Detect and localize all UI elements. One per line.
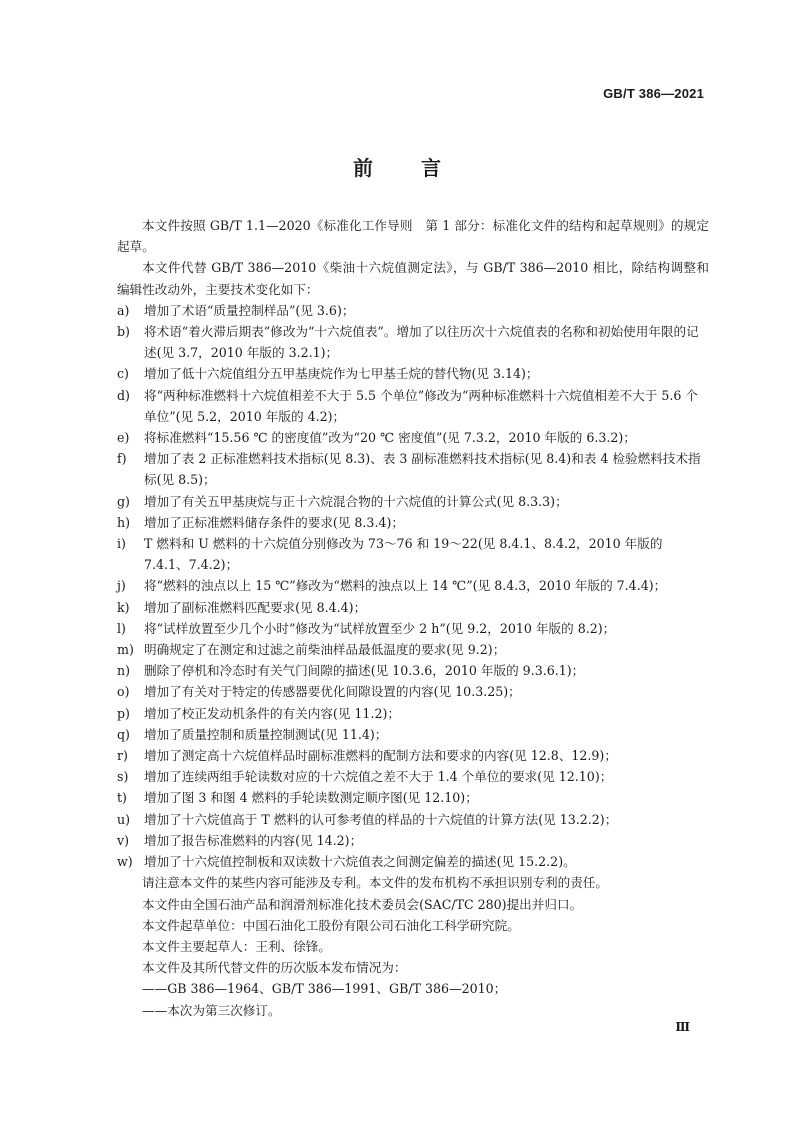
change-item-text: 将术语“着火滞后期表”修改为“十六烷值表”。增加了以往历次十六烷值表的名称和初始使用年限的记述(见 3.7，2010 年版的 3.2.1)；: [144, 324, 699, 361]
closing-paragraph: 本文件主要起草人：王利、徐锋。: [142, 938, 331, 954]
change-item-marker: o): [117, 684, 130, 700]
change-item-text: 增加了质量控制和质量控制测试(见 11.4)；: [144, 726, 388, 742]
closing-paragraph: 本文件及其所代替文件的历次版本发布情况为：: [142, 960, 407, 976]
change-item-text: 明确规定了在测定和过滤之前柴油样品最低温度的要求(见 9.2)；: [144, 642, 506, 658]
change-item-text: 增加了有关对于特定的传感器要优化间隙设置的内容(见 10.3.25)；: [144, 684, 521, 700]
change-item: [117, 385, 709, 427]
change-item: [117, 575, 709, 596]
change-item: [117, 660, 709, 681]
change-item: [117, 512, 709, 533]
change-item-marker: c): [117, 366, 129, 382]
change-item: [117, 787, 709, 808]
change-item-marker: p): [117, 705, 130, 721]
closing-paragraph: 请注意本文件的某些内容可能涉及专利。本文件的发布机构不承担识别专利的责任。: [142, 875, 608, 891]
page-title: 前言: [353, 156, 489, 180]
change-item-marker: d): [117, 387, 130, 403]
change-item-marker: w): [117, 854, 133, 870]
change-item: [117, 681, 709, 702]
change-item-text: 将“两种标准燃料十六烷值相差不大于 5.5 个单位”修改为“两种标准燃料十六烷值相差不大于 5.6 个单位”(见 5.2，2010 年版的 4.2)；: [144, 387, 698, 424]
change-item-text: 增加了测定高十六烷值样品时副标准燃料的配制方法和要求的内容(见 12.8、12.9)；: [144, 748, 617, 764]
change-item: [117, 427, 709, 448]
change-item-marker: n): [117, 663, 131, 679]
change-item-marker: u): [117, 811, 131, 827]
change-item-marker: e): [117, 430, 130, 446]
change-item: [117, 363, 709, 384]
change-item-text: 增加了图 3 和图 4 燃料的手轮读数测定顺序图(见 12.10)；: [144, 790, 478, 806]
change-item: [117, 639, 709, 660]
change-item: [117, 724, 709, 745]
change-item: [117, 618, 709, 639]
change-item-marker: v): [117, 832, 130, 848]
change-item-marker: a): [117, 302, 130, 318]
change-item-marker: q): [117, 726, 130, 742]
history-item: ——GB 386—1964、GB/T 386—1991、GB/T 386—2010；: [142, 981, 507, 997]
change-item-text: 增加了术语“质量控制样品”(见 3.6)；: [144, 302, 355, 318]
change-item-marker: i): [117, 536, 126, 552]
change-item: [117, 300, 709, 321]
change-item-text: T 燃料和 U 燃料的十六烷值分别修改为 73～76 和 19～22(见 8.4.1、8.4.2，2010 年版的 7.4.1、7.4.2)；: [144, 536, 663, 573]
page-number: Ⅲ: [675, 1020, 690, 1034]
change-item-marker: s): [117, 769, 129, 785]
change-item: [117, 851, 709, 872]
change-item-marker: k): [117, 599, 130, 615]
closing-paragraph: 本文件由全国石油产品和润滑剂标准化技术委员会(SAC/TC 280)提出并归口。: [142, 896, 583, 912]
change-item-text: 增加了报告标准燃料的内容(见 14.2)；: [144, 832, 363, 848]
change-item-marker: h): [117, 514, 131, 530]
standard-code: GB/T 386—2021: [603, 86, 704, 101]
change-item-text: 将“试样放置至少几个小时”修改为“试样放置至少 2 h”(见 9.2，2010 年版的 8.2)；: [144, 620, 616, 636]
change-item-text: 增加了有关五甲基庚烷与正十六烷混合物的十六烷值的计算公式(见 8.3.3)；: [144, 493, 568, 509]
intro-paragraph: 本文件代替 GB/T 386—2010《柴油十六烷值测定法》，与 GB/T 386—2010 相比，除结构调整和编辑性改动外，主要技术变化如下：: [117, 260, 709, 297]
change-item-marker: b): [117, 324, 130, 340]
history-item: ——本次为第三次修订。: [142, 1002, 281, 1018]
change-item-text: 增加了十六烷值高于 T 燃料的认可参考值的样品的十六烷值的计算方法(见 13.2.2)；: [144, 811, 618, 827]
change-item-text: 增加了十六烷值控制板和双读数十六烷值表之间测定偏差的描述(见 15.2.2)。: [144, 854, 576, 870]
change-item: [117, 448, 709, 490]
change-item: [117, 321, 709, 363]
change-item-text: 增加了正标准燃料储存条件的要求(见 8.3.4)；: [144, 514, 404, 530]
change-item-text: 将“燃料的浊点以上 15 ℃”修改为“燃料的浊点以上 14 ℃”(见 8.4.3，2010 年版的 7.4.4)；: [144, 578, 667, 594]
change-item-marker: g): [117, 493, 130, 509]
change-item: [117, 703, 709, 724]
technical-changes-list: [117, 300, 709, 872]
change-item-text: 删除了停机和冷态时有关气门间隙的描述(见 10.3.6，2010 年版的 9.3.6.1)；: [144, 663, 585, 679]
change-item-marker: l): [117, 620, 126, 636]
change-item: [117, 597, 709, 618]
change-item-text: 增加了低十六烷值组分五甲基庚烷作为七甲基壬烷的替代物(见 3.14)；: [144, 366, 539, 382]
change-item: [117, 533, 709, 575]
change-item-text: 将标准燃料“15.56 ℃ 的密度值”改为“20 ℃ 密度值”(见 7.3.2，2010 年版的 6.3.2)；: [144, 430, 636, 446]
change-item-text: 增加了连续两组手轮读数对应的十六烷值之差不大于 1.4 个单位的要求(见 12.10)；: [144, 769, 613, 785]
change-item-text: 增加了副标准燃料匹配要求(见 8.4.4)；: [144, 599, 367, 615]
change-item: [117, 766, 709, 787]
closing-paragraph: 本文件起草单位：中国石油化工股份有限公司石油化工科学研究院。: [142, 917, 520, 933]
intro-paragraph: 本文件按照 GB/T 1.1—2020《标准化工作导则 第 1 部分：标准化文件的结构和起草规则》的规定起草。: [117, 218, 709, 255]
change-item-marker: t): [117, 790, 127, 806]
change-item-text: 增加了表 2 正标准燃料技术指标(见 8.3)、表 3 副标准燃料技术指标(见 8.4)和表 4 检验燃料技术指标(见 8.5)；: [144, 451, 701, 488]
change-item: [117, 491, 709, 512]
change-item: [117, 830, 709, 851]
change-item: [117, 745, 709, 766]
change-item-marker: m): [117, 642, 134, 658]
change-item-marker: r): [117, 748, 128, 764]
change-item-marker: f): [117, 451, 127, 467]
change-item-marker: j): [117, 578, 126, 594]
foreword-body: [117, 215, 709, 1021]
change-item: [117, 809, 709, 830]
change-item-text: 增加了校正发动机条件的有关内容(见 11.2)；: [144, 705, 400, 721]
